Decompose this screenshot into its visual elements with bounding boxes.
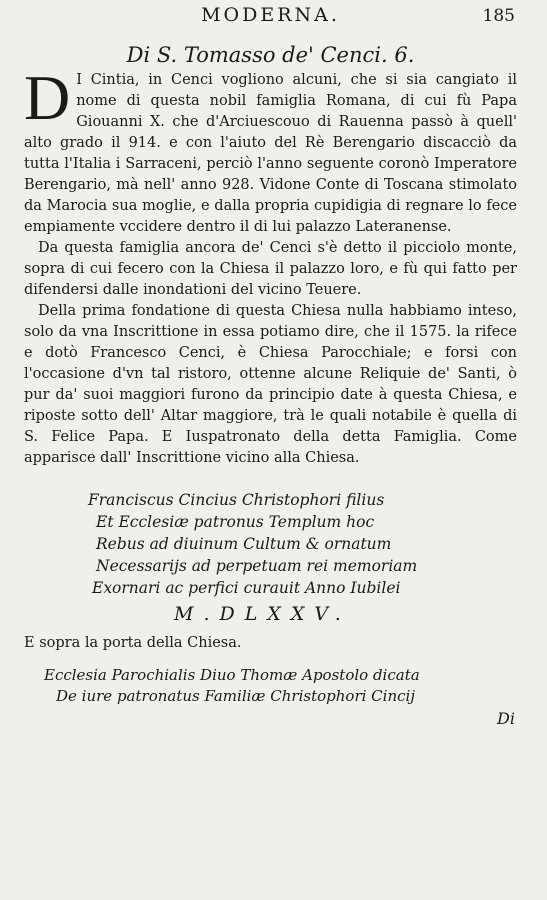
inscription-1-line: Et Ecclesiæ patronus Templum hoc	[96, 513, 375, 531]
paragraph-1-text: I Cintia, in Cenci vogliono alcuni, che si sia cangiato il nome di questa nobil famiglia Romana, di cui fù Papa Giouanni X. che d'Arciuescouo di Rauenna passò à quell' alto grado il 914. e con l'aiuto del Rè Berengario discacciò da tutta l'Italia i Sarraceni, perciò l'anno seguente coronò Imperatore Berengario, mà nell' anno 928. Vidone Conte di Toscana stimolato da Marocia sua moglie, e dalla propria cupidigia di regnare lo fece empiamente vccidere dentro il di lui palazzo Lateranense.	[24, 72, 517, 235]
body-text	[24, 62, 517, 469]
inscription-date: M.DLXXV.	[174, 603, 351, 625]
inscription-1-line: Necessarijs ad perpetuam rei memoriam	[96, 557, 418, 575]
chapter-title: Di S. Tomasso de' Cenci. 6.	[126, 43, 415, 67]
page-number: 185	[482, 6, 515, 26]
paragraph-2-text: Da questa famiglia ancora de' Cenci s'è detto il picciolo monte, sopra di cui fecero con la Chiesa il palazzo loro, e fù qui fatto per difendersi dalle inondationi del vicino Teuere.	[24, 240, 517, 298]
inscription-2-line: Ecclesia Parochialis Diuo Thomæ Apostolo dicata	[44, 666, 420, 684]
drop-cap: D	[24, 62, 71, 133]
paragraph-3-text: Della prima fondatione di questa Chiesa nulla habbiamo inteso, solo da vna Inscrittione in essa potiamo dire, che il 1575. la rifece e dotò Francesco Cenci, è Chiesa Parocchiale; e forsi con l'occasione d'vn tal ristoro, ottenne alcune Reliquie de' Santi, ò pur da' suoi maggiori furono da principio date à questa Chiesa, e riposte sotto dell' Altar maggiore, trà le quali notabile è quella di S. Felice Papa. E Iuspatronato della detta Famiglia. Come apparisce dall' Inscrittione vicino alla Chiesa.	[24, 303, 517, 466]
paragraph-3	[24, 301, 517, 469]
inscription-1	[24, 489, 517, 599]
running-title: MODERNA.	[201, 4, 340, 26]
running-head	[24, 0, 517, 30]
inscription-2-line: De iure patronatus Familiæ Christophori Cincij	[56, 687, 415, 705]
inscription-2	[24, 665, 517, 707]
paragraph-2	[24, 238, 517, 301]
sopra-line: E sopra la porta della Chiesa.	[24, 635, 242, 651]
inscription-1-line: Rebus ad diuinum Cultum & ornatum	[96, 535, 392, 553]
inscription-1-line: Exornari ac perfici curauit Anno Iubilei	[92, 579, 401, 597]
catchword: Di	[497, 709, 515, 728]
inscription-1-line: Franciscus Cincius Christophori filius	[88, 491, 385, 509]
paragraph-1	[24, 62, 517, 238]
